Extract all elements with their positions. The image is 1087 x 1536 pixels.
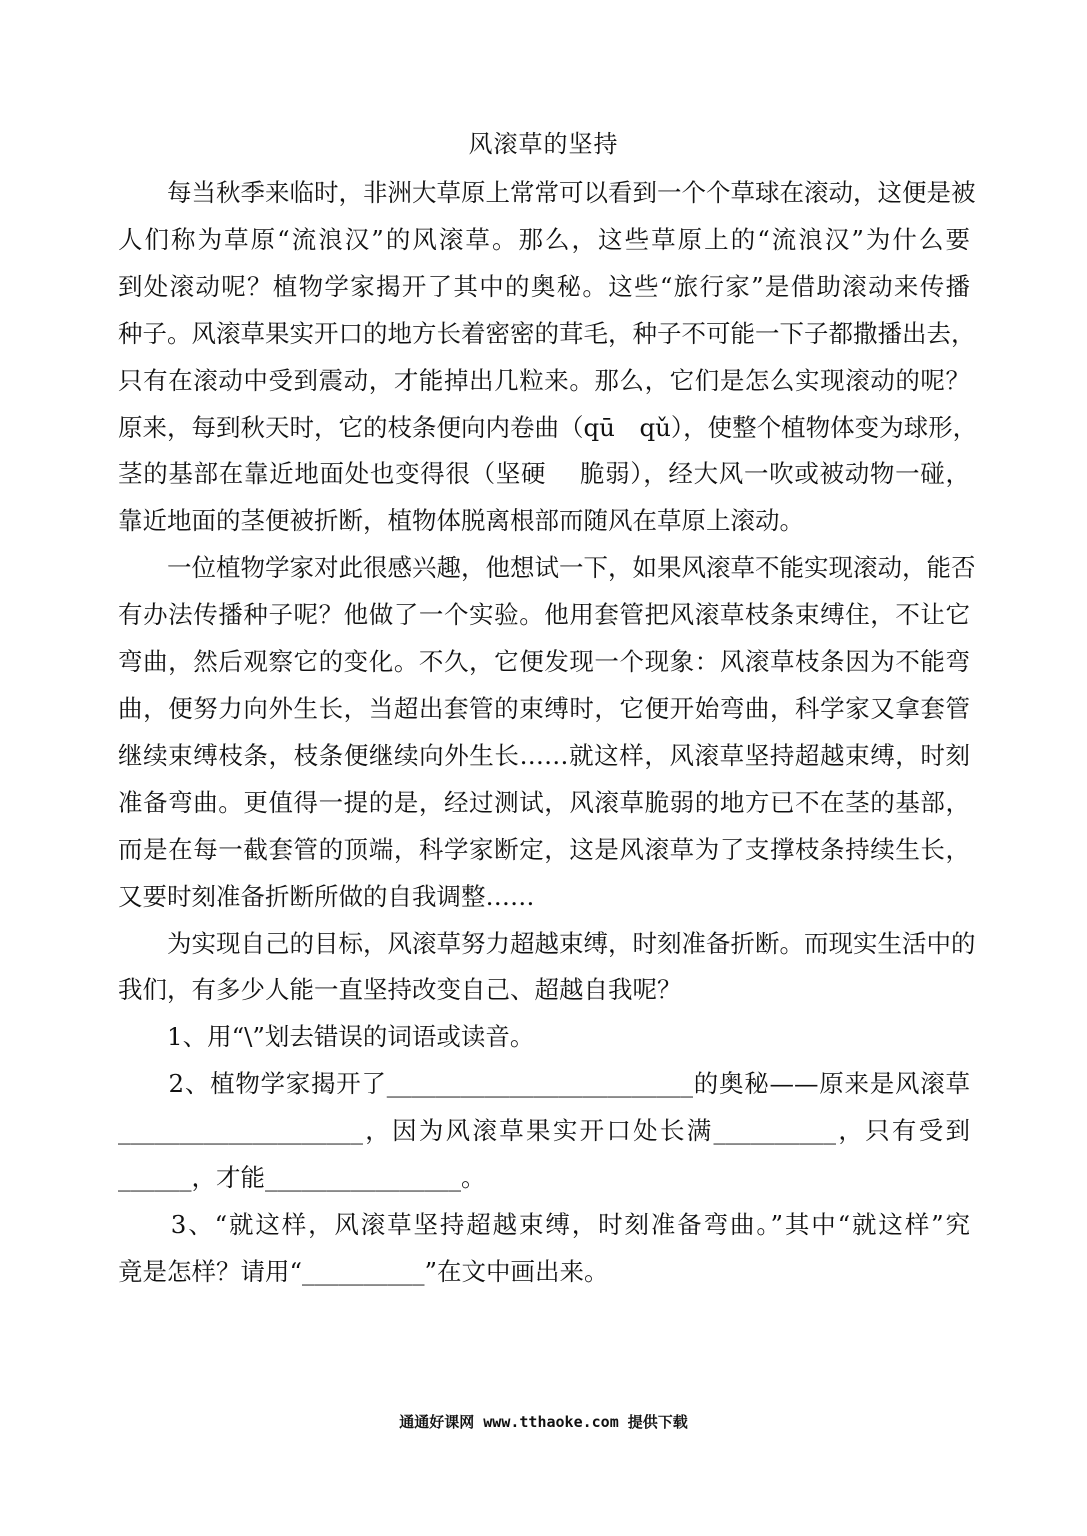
text-line: 3、“就这样，风滚草坚持超越束缚，时刻准备弯曲。”其中“就这样”究 bbox=[118, 1209, 970, 1239]
text-line: 原来，每到秋天时，它的枝条便向内卷曲（qū qǔ），使整个植物体变为球形， bbox=[118, 412, 978, 442]
text-line: ______，才能________________。 bbox=[118, 1163, 486, 1193]
document-body bbox=[118, 170, 978, 1296]
text-line: 又要时刻准备折断所做的自我调整…… bbox=[118, 881, 535, 911]
text-line: 弯曲，然后观察它的变化。不久，它便发现一个现象：风滚草枝条因为不能弯 bbox=[118, 647, 970, 677]
text-line: 有办法传播种子呢？他做了一个实验。他用套管把风滚草枝条束缚住，不让它 bbox=[118, 600, 970, 630]
text-line: 曲，便努力向外生长，当超出套管的束缚时，它便开始弯曲，科学家又拿套管 bbox=[118, 693, 970, 723]
text-line: 而是在每一截套管的顶端，科学家断定，这是风滚草为了支撑枝条持续生长， bbox=[118, 834, 970, 864]
text-line: 到处滚动呢？植物学家揭开了其中的奥秘。这些“旅行家”是借助滚动来传播 bbox=[118, 271, 970, 301]
text-line: 茎的基部在靠近地面处也变得很（坚硬 脆弱），经大风一吹或被动物一碰， bbox=[118, 459, 970, 489]
text-line: ____________________，因为风滚草果实开口处长满__________，只有受到 bbox=[118, 1116, 970, 1146]
text-line: 继续束缚枝条，枝条便继续向外生长……就这样，风滚草坚持超越束缚，时刻 bbox=[118, 740, 970, 770]
text-line: 2、植物学家揭开了_________________________的奥秘——原来是风滚草 bbox=[118, 1069, 970, 1099]
page-footer: 通通好课网 www.tthaoke.com 提供下载 bbox=[399, 1413, 688, 1431]
text-line: 为实现自己的目标，风滚草努力超越束缚，时刻准备折断。而现实生活中的 bbox=[118, 928, 976, 958]
document-title: 风滚草的坚持 bbox=[468, 130, 619, 158]
text-line: 每当秋季来临时，非洲大草原上常常可以看到一个个草球在滚动，这便是被 bbox=[118, 178, 976, 207]
text-line: 1、用“\”划去错误的词语或读音。 bbox=[118, 1022, 535, 1052]
text-line: 一位植物学家对此很感兴趣，他想试一下，如果风滚草不能实现滚动，能否 bbox=[118, 553, 976, 583]
text-line: 人们称为草原“流浪汉”的风滚草。那么，这些草原上的“流浪汉”为什么要 bbox=[118, 224, 970, 254]
text-line: 准备弯曲。更值得一提的是，经过测试，风滚草脆弱的地方已不在茎的基部， bbox=[118, 787, 970, 817]
text-line: 靠近地面的茎便被折断，植物体脱离根部而随风在草原上滚动。 bbox=[118, 506, 804, 536]
text-line: 竟是怎样？请用“__________”在文中画出来。 bbox=[118, 1256, 609, 1286]
text-line: 种子。风滚草果实开口的地方长着密密的茸毛，种子不可能一下子都撒播出去， bbox=[118, 318, 976, 348]
text-line: 我们，有多少人能一直坚持改变自己、超越自我呢？ bbox=[118, 975, 682, 1005]
text-line: 只有在滚动中受到震动，才能掉出几粒来。那么，它们是怎么实现滚动的呢？ bbox=[118, 365, 970, 395]
